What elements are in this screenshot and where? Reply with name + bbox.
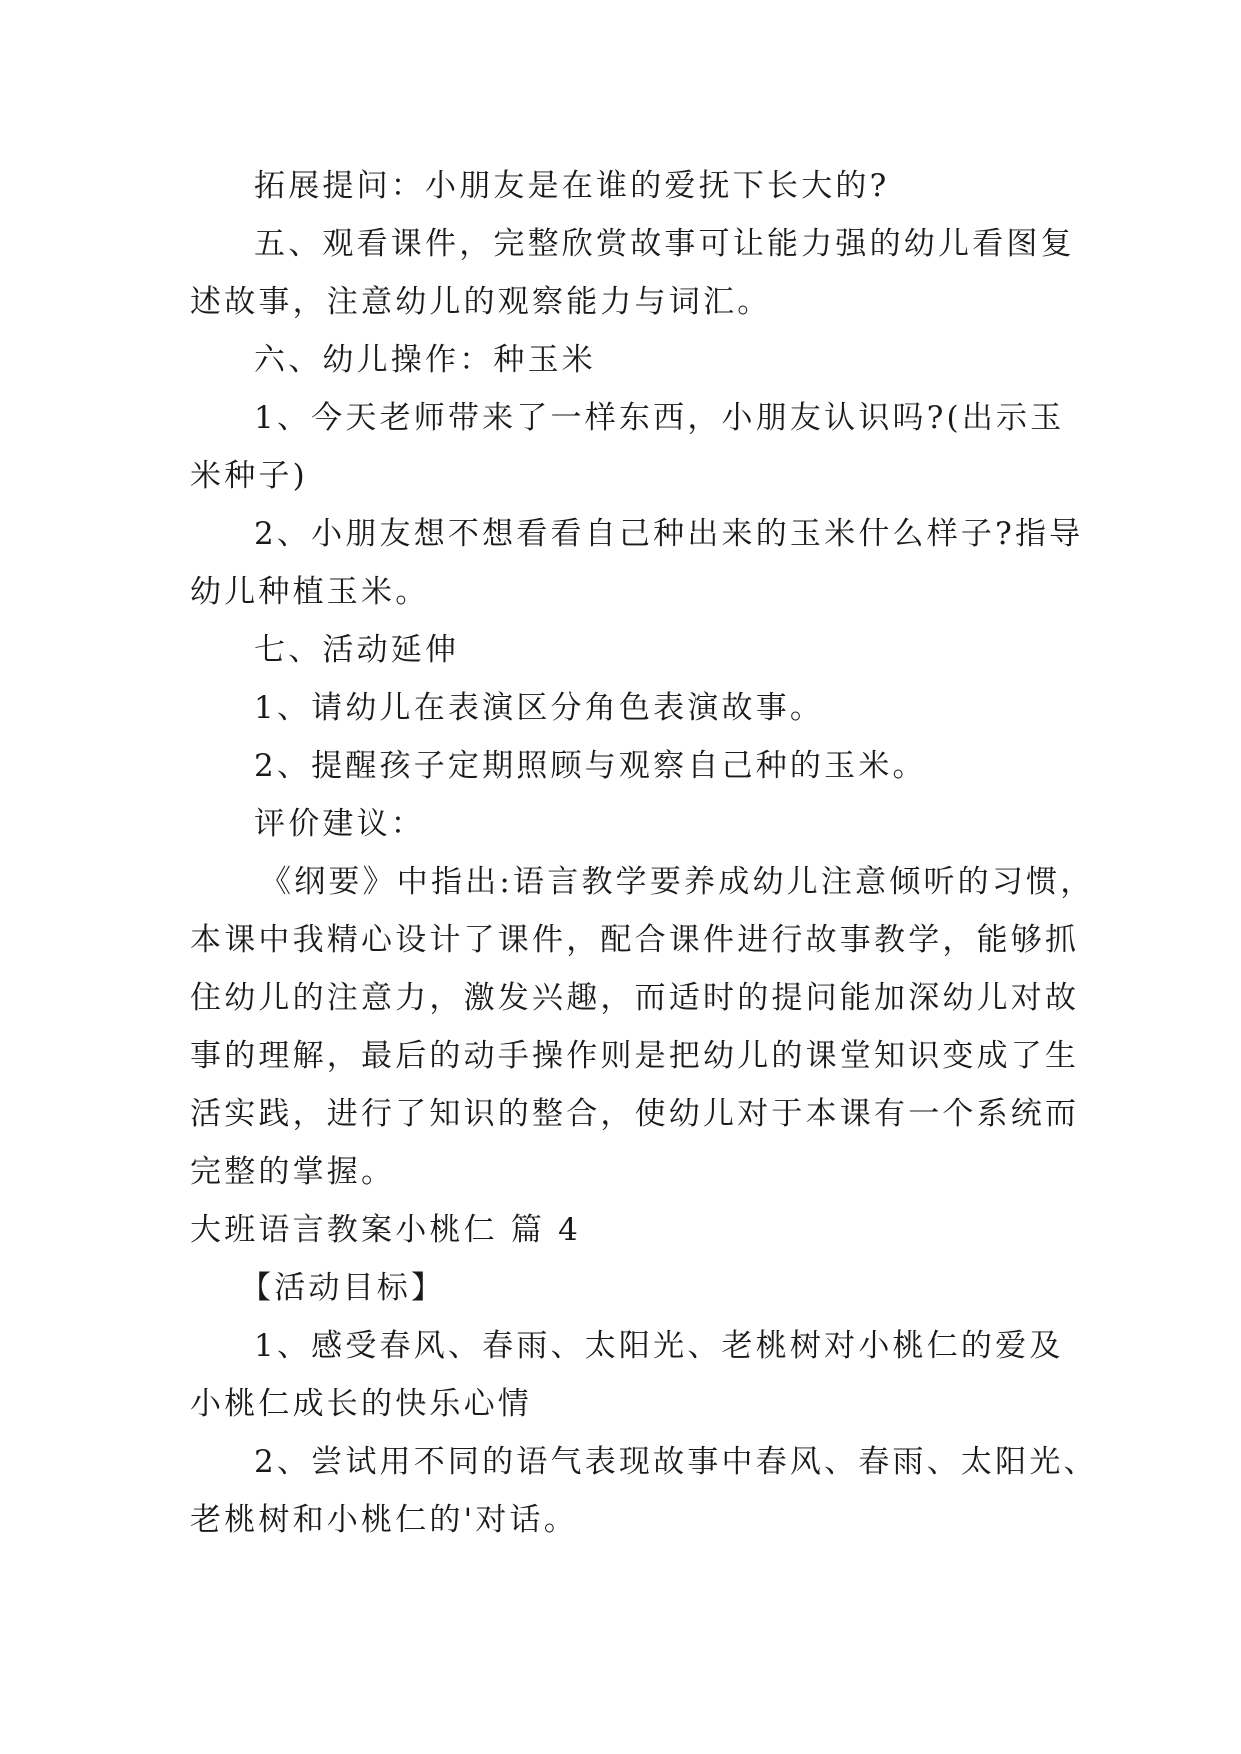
section-heading: 七、活动延伸 xyxy=(254,632,460,668)
paragraph-line: 《纲要》中指出:语言教学要养成幼儿注意倾听的习惯， xyxy=(260,864,1095,900)
paragraph-line: 五、观看课件，完整欣赏故事可让能力强的幼儿看图复 xyxy=(254,226,1075,262)
article-title: 大班语言教案小桃仁 篇 4 xyxy=(190,1212,582,1248)
paragraph-line: 1、今天老师带来了一样东西，小朋友认识吗?(出示玉 xyxy=(254,400,1065,436)
paragraph-line: 完整的掌握。 xyxy=(190,1154,396,1190)
paragraph-line: 拓展提问：小朋友是在谁的爱抚下长大的? xyxy=(254,168,890,204)
paragraph-line: 幼儿种植玉米。 xyxy=(190,574,430,610)
paragraph-line: 2、提醒孩子定期照顾与观察自己种的玉米。 xyxy=(254,748,927,784)
paragraph-line: 2、尝试用不同的语气表现故事中春风、春雨、太阳光、 xyxy=(254,1444,1098,1480)
paragraph-line: 六、幼儿操作：种玉米 xyxy=(254,342,596,378)
paragraph-line: 米种子) xyxy=(190,458,308,494)
section-heading: 评价建议： xyxy=(254,806,425,842)
paragraph-line: 2、小朋友想不想看看自己种出来的玉米什么样子?指导 xyxy=(254,516,1084,552)
paragraph-line: 小桃仁成长的快乐心情 xyxy=(190,1386,532,1422)
paragraph-line: 老桃树和小桃仁的'对话。 xyxy=(190,1502,578,1538)
paragraph-line: 1、感受春风、春雨、太阳光、老桃树对小桃仁的爱及 xyxy=(254,1328,1064,1364)
paragraph-line: 述故事，注意幼儿的观察能力与词汇。 xyxy=(190,284,772,320)
paragraph-line: 1、请幼儿在表演区分角色表演故事。 xyxy=(254,690,825,726)
paragraph-line: 住幼儿的注意力，激发兴趣，而适时的提问能加深幼儿对故 xyxy=(190,980,1080,1016)
paragraph-line: 本课中我精心设计了课件，配合课件进行故事教学，能够抓 xyxy=(190,922,1080,958)
section-heading: 【活动目标】 xyxy=(240,1270,446,1306)
paragraph-line: 活实践，进行了知识的整合，使幼儿对于本课有一个系统而 xyxy=(190,1096,1080,1132)
paragraph-line: 事的理解，最后的动手操作则是把幼儿的课堂知识变成了生 xyxy=(190,1038,1080,1074)
